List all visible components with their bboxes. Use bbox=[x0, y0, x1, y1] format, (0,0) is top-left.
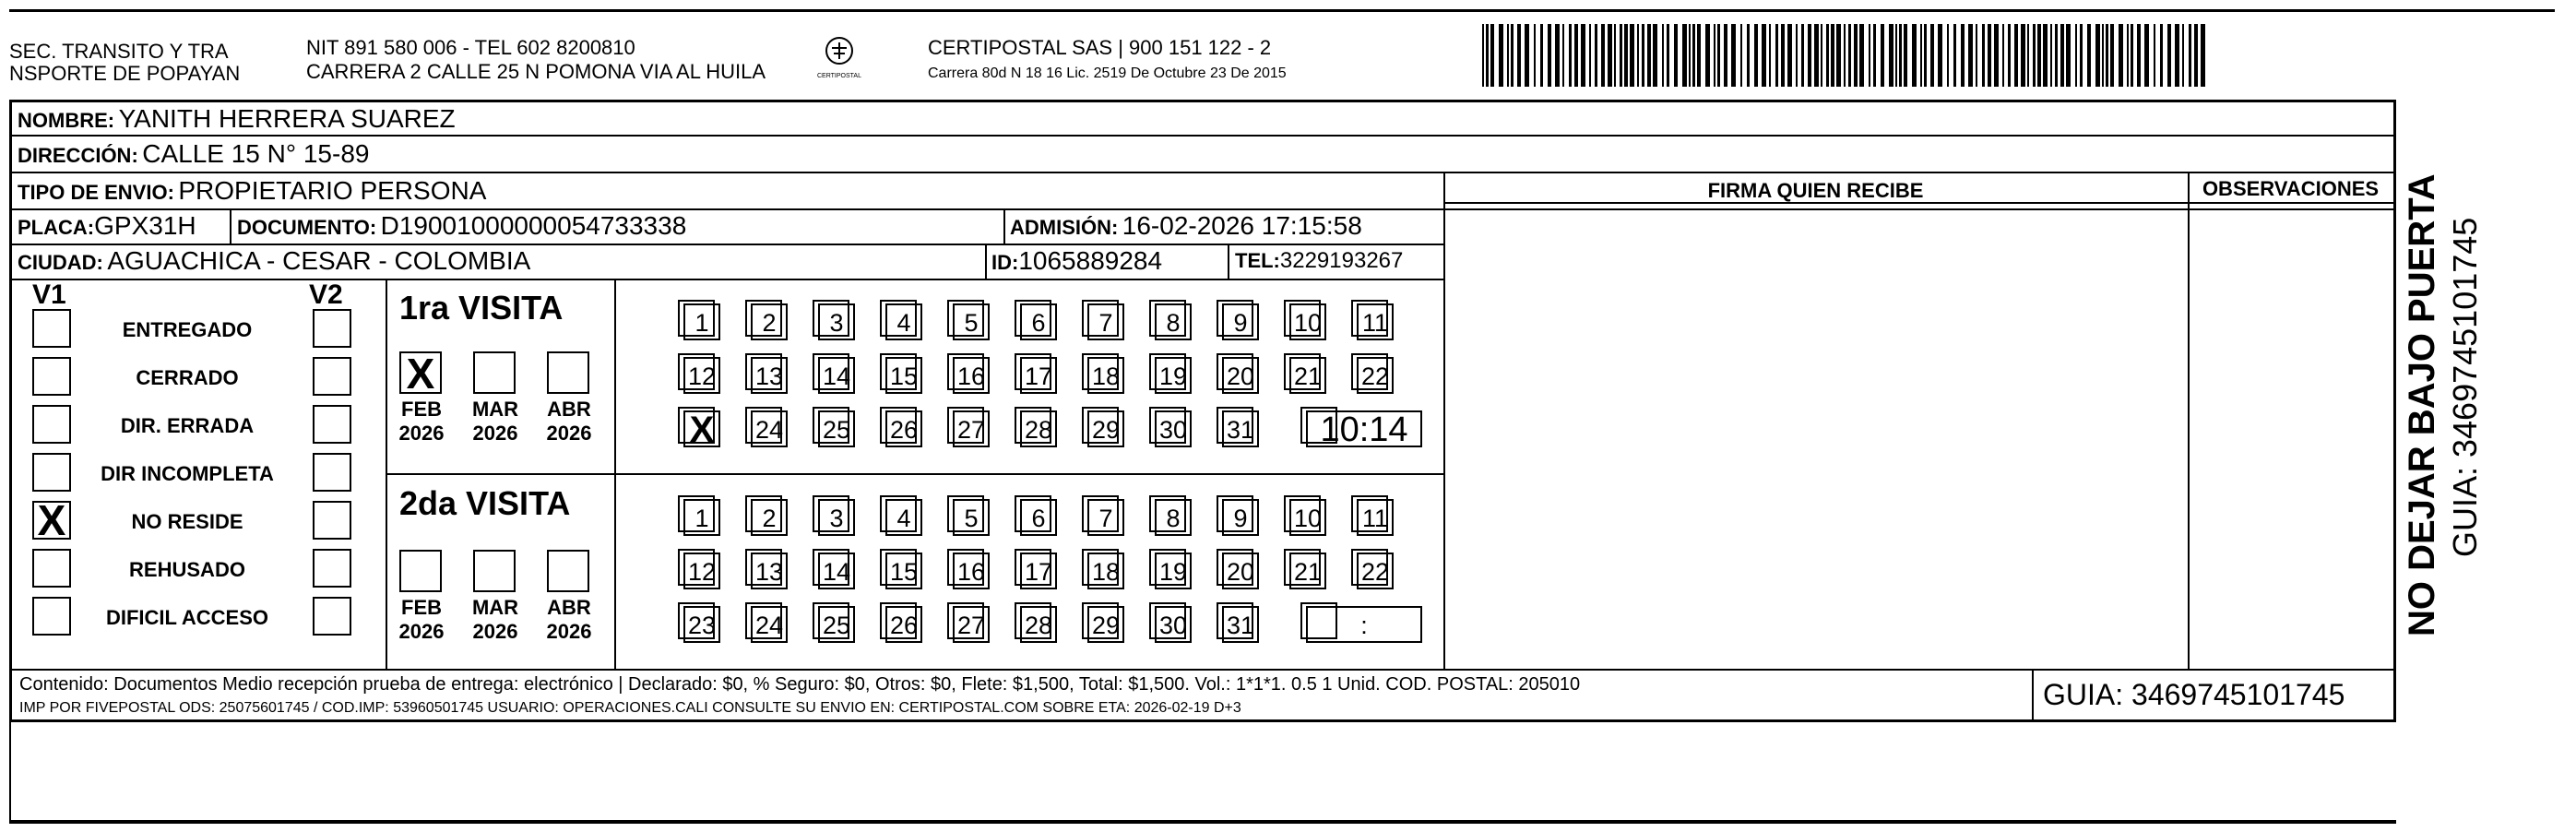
barcode-bar bbox=[2110, 24, 2114, 87]
month-checkbox[interactable] bbox=[473, 351, 516, 394]
status-label: REHUSADO bbox=[129, 558, 245, 581]
day-box[interactable]: 20 bbox=[1222, 553, 1259, 589]
barcode-bar bbox=[1938, 24, 1942, 87]
side-guia: GUIA: 3469745101745 bbox=[2446, 217, 2484, 557]
day-box[interactable]: 4 bbox=[885, 499, 922, 536]
barcode-bar bbox=[1517, 24, 1521, 87]
barcode-bar bbox=[1920, 24, 1922, 87]
documento-value: D19001000000054733338 bbox=[380, 211, 687, 240]
day-box[interactable]: 3 bbox=[818, 499, 855, 536]
tel-value: 3229193267 bbox=[1279, 248, 1404, 273]
barcode-bar bbox=[1674, 24, 1678, 87]
barcode-bar bbox=[1826, 24, 1829, 87]
day-box[interactable]: 21 bbox=[1289, 357, 1326, 394]
day-box[interactable]: 11 bbox=[1357, 303, 1394, 340]
barcode-bar bbox=[2182, 24, 2184, 87]
barcode-bar bbox=[1624, 24, 1628, 87]
barcode-bar bbox=[2154, 24, 2155, 87]
direccion-value: CALLE 15 N° 15-89 bbox=[142, 139, 370, 168]
day-box[interactable]: 18 bbox=[1087, 553, 1124, 589]
v1-checkbox[interactable] bbox=[32, 549, 71, 588]
v1-checkbox[interactable] bbox=[32, 309, 71, 348]
day-box[interactable]: 26 bbox=[885, 606, 922, 643]
certipostal-logo bbox=[817, 35, 861, 83]
barcode-bar bbox=[1637, 24, 1639, 87]
day-box[interactable]: 29 bbox=[1087, 606, 1124, 643]
lower-frame bbox=[9, 722, 2396, 824]
day-box[interactable]: 27 bbox=[953, 410, 990, 447]
id-value: 1065889284 bbox=[1018, 246, 1163, 275]
sender-address-line: CARRERA 2 CALLE 25 N POMONA VIA AL HUILA bbox=[306, 60, 766, 83]
day-box[interactable]: 31 bbox=[1222, 410, 1259, 447]
barcode-bar bbox=[1581, 24, 1585, 87]
barcode-bar bbox=[1630, 24, 1634, 87]
barcode-bar bbox=[1569, 24, 1572, 87]
ciudad-value: AGUACHICA - CESAR - COLOMBIA bbox=[107, 246, 531, 275]
barcode-bar bbox=[1844, 24, 1846, 87]
barcode-bar bbox=[1705, 24, 1710, 87]
barcode-bar bbox=[2106, 24, 2108, 87]
day-box[interactable]: X bbox=[683, 410, 720, 447]
barcode-bar bbox=[1968, 24, 1973, 87]
barcode-bar bbox=[1988, 24, 1991, 87]
nombre-label: NOMBRE: bbox=[18, 109, 115, 132]
v1-checkbox[interactable] bbox=[32, 597, 71, 636]
status-label: CERRADO bbox=[136, 366, 239, 389]
v2-checkbox[interactable] bbox=[313, 453, 351, 492]
barcode-bar bbox=[2131, 24, 2133, 87]
barcode-bar bbox=[1881, 24, 1884, 87]
day-box[interactable]: 15 bbox=[885, 553, 922, 589]
firma-label: FIRMA QUIEN RECIBE bbox=[1707, 179, 1924, 202]
barcode-bar bbox=[2095, 24, 2100, 87]
barcode-bar bbox=[2033, 24, 2036, 87]
month-label: FEB 2026 bbox=[398, 596, 445, 643]
barcode-bar bbox=[1608, 24, 1612, 87]
day-box[interactable]: 4 bbox=[885, 303, 922, 340]
barcode-bar bbox=[2119, 24, 2123, 87]
barcode-bar bbox=[2175, 24, 2179, 87]
v2-label: V2 bbox=[309, 279, 343, 310]
barcode-bar bbox=[2002, 24, 2004, 87]
day-box[interactable]: 16 bbox=[953, 553, 990, 589]
barcode-bar bbox=[2055, 24, 2058, 87]
day-box[interactable]: 13 bbox=[751, 357, 788, 394]
month-label: ABR 2026 bbox=[546, 398, 592, 445]
day-box[interactable]: 6 bbox=[1020, 303, 1057, 340]
day-box[interactable]: 18 bbox=[1087, 357, 1124, 394]
barcode-bar bbox=[1647, 24, 1651, 87]
barcode-bar bbox=[1869, 24, 1870, 87]
month-checkbox[interactable] bbox=[399, 550, 442, 592]
day-box[interactable]: 29 bbox=[1087, 410, 1124, 447]
barcode bbox=[1482, 24, 2211, 87]
status-label: NO RESIDE bbox=[131, 510, 243, 533]
barcode-bar bbox=[2037, 24, 2041, 87]
first-visit-title: 1ra VISITA bbox=[399, 289, 564, 327]
barcode-bar bbox=[2060, 24, 2064, 87]
day-box[interactable]: 9 bbox=[1222, 303, 1259, 340]
barcode-bar bbox=[1507, 24, 1509, 87]
barcode-bar bbox=[1595, 24, 1597, 87]
month-label: FEB 2026 bbox=[398, 398, 445, 445]
month-label: MAR 2026 bbox=[471, 398, 519, 445]
day-box[interactable]: 9 bbox=[1222, 499, 1259, 536]
barcode-bar bbox=[1801, 24, 1804, 87]
barcode-bar bbox=[1499, 24, 1503, 87]
barcode-bar bbox=[2194, 24, 2198, 87]
barcode-bar bbox=[1796, 24, 1798, 87]
day-box[interactable]: 28 bbox=[1020, 606, 1057, 643]
barcode-bar bbox=[1947, 24, 1949, 87]
barcode-bar bbox=[1731, 24, 1736, 87]
logo-lettering: CERTIPOSTAL bbox=[817, 73, 861, 79]
barcode-bar bbox=[1899, 24, 1902, 87]
day-box[interactable]: 21 bbox=[1289, 553, 1326, 589]
footer-content-line: Contenido: Documentos Medio recepción prueba de entrega: electrónico | Declarado: $0, % Seguro: $0, Otros: $0, Flete: $1,500, Total: $1,500. Vol.: 1*1*1. 0.5 1 Unid. COD. POSTAL: 205010 bbox=[19, 674, 1581, 695]
admision-label: ADMISIÓN: bbox=[1010, 216, 1119, 239]
barcode-bar bbox=[1787, 24, 1792, 87]
tipo-envio-value: PROPIETARIO PERSONA bbox=[178, 176, 487, 205]
v1-checkbox[interactable]: X bbox=[32, 501, 71, 540]
day-box[interactable]: 19 bbox=[1155, 357, 1192, 394]
v2-checkbox[interactable] bbox=[313, 501, 351, 540]
company-info-line: CERTIPOSTAL SAS | 900 151 122 - 2 bbox=[928, 36, 1272, 59]
barcode-bar bbox=[2087, 24, 2091, 87]
day-box[interactable]: 12 bbox=[683, 553, 720, 589]
barcode-bar bbox=[1994, 24, 1999, 87]
barcode-bar bbox=[1754, 24, 1758, 87]
month-checkbox[interactable] bbox=[473, 550, 516, 592]
barcode-bar bbox=[1482, 24, 1484, 87]
barcode-bar bbox=[1848, 24, 1851, 87]
barcode-bar bbox=[1642, 24, 1644, 87]
barcode-bar bbox=[2144, 24, 2149, 87]
status-label: DIR. ERRADA bbox=[120, 414, 255, 437]
ciudad-label: CIUDAD: bbox=[18, 251, 103, 274]
barcode-bar bbox=[2027, 24, 2029, 87]
day-box[interactable]: 15 bbox=[885, 357, 922, 394]
day-box[interactable]: 2 bbox=[751, 303, 788, 340]
barcode-bar bbox=[1859, 24, 1864, 87]
v1-checkbox[interactable] bbox=[32, 453, 71, 492]
month-checkbox[interactable] bbox=[547, 550, 589, 592]
barcode-bar bbox=[2008, 24, 2011, 87]
day-box[interactable]: 7 bbox=[1087, 499, 1124, 536]
barcode-bar bbox=[1769, 24, 1771, 87]
barcode-bar bbox=[1562, 24, 1564, 87]
day-box[interactable]: 17 bbox=[1020, 553, 1057, 589]
month-label: MAR 2026 bbox=[471, 596, 519, 643]
tel-label: TEL: bbox=[1235, 249, 1280, 272]
day-box[interactable]: 6 bbox=[1020, 499, 1057, 536]
time-box[interactable]: : bbox=[1306, 606, 1422, 643]
barcode-bar bbox=[1831, 24, 1834, 87]
barcode-bar bbox=[2050, 24, 2052, 87]
barcode-bar bbox=[1924, 24, 1927, 87]
barcode-bar bbox=[1930, 24, 1934, 87]
barcode-bar bbox=[1953, 24, 1956, 87]
barcode-bar bbox=[1747, 24, 1750, 87]
observaciones-label: OBSERVACIONES bbox=[2202, 177, 2380, 200]
barcode-bar bbox=[1601, 24, 1605, 87]
v2-checkbox[interactable] bbox=[313, 309, 351, 348]
day-box[interactable]: 11 bbox=[1357, 499, 1394, 536]
barcode-bar bbox=[2167, 24, 2171, 87]
barcode-bar bbox=[1511, 24, 1514, 87]
barcode-bar bbox=[1775, 24, 1778, 87]
day-box[interactable]: 30 bbox=[1155, 606, 1192, 643]
footer-guia: GUIA: 3469745101745 bbox=[2043, 678, 2345, 711]
v2-checkbox[interactable] bbox=[313, 357, 351, 396]
day-box[interactable]: 27 bbox=[953, 606, 990, 643]
day-box[interactable]: 12 bbox=[683, 357, 720, 394]
month-checkbox[interactable] bbox=[547, 351, 589, 394]
barcode-bar bbox=[1490, 24, 1494, 87]
barcode-bar bbox=[2043, 24, 2048, 87]
status-label: DIFICIL ACCESO bbox=[105, 606, 268, 629]
barcode-bar bbox=[1689, 24, 1691, 87]
nit-phone-line: NIT 891 580 006 - TEL 602 8200810 bbox=[306, 36, 635, 59]
barcode-bar bbox=[1717, 24, 1720, 87]
day-box[interactable]: 10 bbox=[1289, 303, 1326, 340]
sender-name-line-1: SEC. TRANSITO Y TRA bbox=[9, 40, 229, 63]
barcode-bar bbox=[1525, 24, 1529, 87]
day-box[interactable]: 8 bbox=[1155, 499, 1192, 536]
barcode-bar bbox=[1889, 24, 1893, 87]
barcode-bar bbox=[1653, 24, 1657, 87]
barcode-bar bbox=[2189, 24, 2191, 87]
barcode-bar bbox=[2021, 24, 2025, 87]
day-box[interactable]: 26 bbox=[885, 410, 922, 447]
day-box[interactable]: 20 bbox=[1222, 357, 1259, 394]
day-box[interactable]: 19 bbox=[1155, 553, 1192, 589]
day-box[interactable]: 25 bbox=[818, 410, 855, 447]
barcode-bar bbox=[1574, 24, 1578, 87]
barcode-bar bbox=[1534, 24, 1536, 87]
day-box[interactable]: 14 bbox=[818, 553, 855, 589]
barcode-bar bbox=[2201, 24, 2205, 87]
id-label: ID: bbox=[991, 251, 1019, 274]
day-box[interactable]: 25 bbox=[818, 606, 855, 643]
placa-value: GPX31H bbox=[94, 211, 196, 240]
day-box[interactable]: 24 bbox=[751, 410, 788, 447]
admision-value: 16-02-2026 17:15:58 bbox=[1122, 211, 1362, 240]
day-box[interactable]: 31 bbox=[1222, 606, 1259, 643]
day-box[interactable]: 5 bbox=[953, 303, 990, 340]
v2-checkbox[interactable] bbox=[313, 597, 351, 636]
barcode-bar bbox=[2137, 24, 2141, 87]
barcode-bar bbox=[2014, 24, 2018, 87]
barcode-bar bbox=[1912, 24, 1917, 87]
barcode-bar bbox=[1589, 24, 1591, 87]
month-label: ABR 2026 bbox=[546, 596, 592, 643]
month-checkbox[interactable]: X bbox=[399, 351, 442, 394]
day-box[interactable]: 3 bbox=[818, 303, 855, 340]
side-warning: NO DEJAR BAJO PUERTA bbox=[2402, 173, 2442, 636]
v1-label: V1 bbox=[32, 279, 66, 310]
day-box[interactable]: 8 bbox=[1155, 303, 1192, 340]
day-box[interactable]: 1 bbox=[683, 303, 720, 340]
barcode-bar bbox=[1982, 24, 1985, 87]
barcode-bar bbox=[1682, 24, 1687, 87]
tipo-envio-label: TIPO DE ENVIO: bbox=[18, 181, 174, 204]
barcode-bar bbox=[1808, 24, 1811, 87]
barcode-bar bbox=[2102, 24, 2104, 87]
barcode-bar bbox=[1697, 24, 1701, 87]
barcode-bar bbox=[1692, 24, 1695, 87]
v1-checkbox[interactable] bbox=[32, 357, 71, 396]
barcode-bar bbox=[1714, 24, 1715, 87]
day-box[interactable]: 14 bbox=[818, 357, 855, 394]
barcode-bar bbox=[1976, 24, 1977, 87]
direccion-label: DIRECCIÓN: bbox=[18, 144, 138, 167]
barcode-bar bbox=[1614, 24, 1616, 87]
footer-print-line: IMP POR FIVEPOSTAL ODS: 25075601745 / COD.IMP: 53960501745 USUARIO: OPERACIONES.CALI CONSULTE SU ENVIO EN: CERTIPOSTAL.COM SOBRE ETA: 2026-02-19 D+3 bbox=[19, 700, 1241, 716]
day-box[interactable]: 13 bbox=[751, 553, 788, 589]
day-box[interactable]: 17 bbox=[1020, 357, 1057, 394]
company-license-line: Carrera 80d N 18 16 Lic. 2519 De Octubre 23 De 2015 bbox=[928, 65, 1287, 81]
barcode-bar bbox=[1854, 24, 1858, 87]
day-box[interactable]: 10 bbox=[1289, 499, 1326, 536]
day-box[interactable]: 28 bbox=[1020, 410, 1057, 447]
shipping-form bbox=[9, 100, 2396, 722]
barcode-bar bbox=[1740, 24, 1742, 87]
day-box[interactable]: 23 bbox=[683, 606, 720, 643]
barcode-bar bbox=[1895, 24, 1897, 87]
barcode-bar bbox=[1961, 24, 1965, 87]
barcode-bar bbox=[1781, 24, 1785, 87]
day-box[interactable]: 30 bbox=[1155, 410, 1192, 447]
barcode-bar bbox=[1667, 24, 1669, 87]
barcode-bar bbox=[1821, 24, 1822, 87]
v2-checkbox[interactable] bbox=[313, 549, 351, 588]
top-edge bbox=[9, 9, 2555, 12]
day-box[interactable]: 7 bbox=[1087, 303, 1124, 340]
barcode-bar bbox=[1724, 24, 1727, 87]
barcode-bar bbox=[2160, 24, 2163, 87]
barcode-bar bbox=[1548, 24, 1551, 87]
sender-name-line-2: NSPORTE DE POPAYAN bbox=[9, 62, 241, 85]
barcode-bar bbox=[1540, 24, 1543, 87]
barcode-bar bbox=[1662, 24, 1664, 87]
barcode-bar bbox=[2080, 24, 2083, 87]
day-box[interactable]: 24 bbox=[751, 606, 788, 643]
documento-label: DOCUMENTO: bbox=[237, 216, 377, 239]
placa-label: PLACA: bbox=[18, 216, 95, 239]
nombre-value: YANITH HERRERA SUAREZ bbox=[118, 104, 456, 133]
barcode-bar bbox=[1486, 24, 1489, 87]
day-box[interactable]: 2 bbox=[751, 499, 788, 536]
status-label: ENTREGADO bbox=[122, 318, 253, 341]
day-box[interactable]: 5 bbox=[953, 499, 990, 536]
time-box[interactable]: 10:14 bbox=[1306, 410, 1422, 447]
barcode-bar bbox=[1836, 24, 1841, 87]
barcode-bar bbox=[2127, 24, 2129, 87]
v1-checkbox[interactable] bbox=[32, 405, 71, 444]
barcode-bar bbox=[1873, 24, 1876, 87]
barcode-bar bbox=[1904, 24, 1907, 87]
second-visit-title: 2da VISITA bbox=[399, 484, 571, 522]
barcode-bar bbox=[2066, 24, 2071, 87]
day-box[interactable]: 22 bbox=[1357, 553, 1394, 589]
barcode-bar bbox=[1555, 24, 1560, 87]
day-box[interactable]: 22 bbox=[1357, 357, 1394, 394]
barcode-bar bbox=[1814, 24, 1819, 87]
status-label: DIR INCOMPLETA bbox=[101, 462, 274, 485]
barcode-bar bbox=[1762, 24, 1766, 87]
barcode-bar bbox=[1620, 24, 1622, 87]
day-box[interactable]: 1 bbox=[683, 499, 720, 536]
v2-checkbox[interactable] bbox=[313, 405, 351, 444]
barcode-bar bbox=[2075, 24, 2077, 87]
day-box[interactable]: 16 bbox=[953, 357, 990, 394]
